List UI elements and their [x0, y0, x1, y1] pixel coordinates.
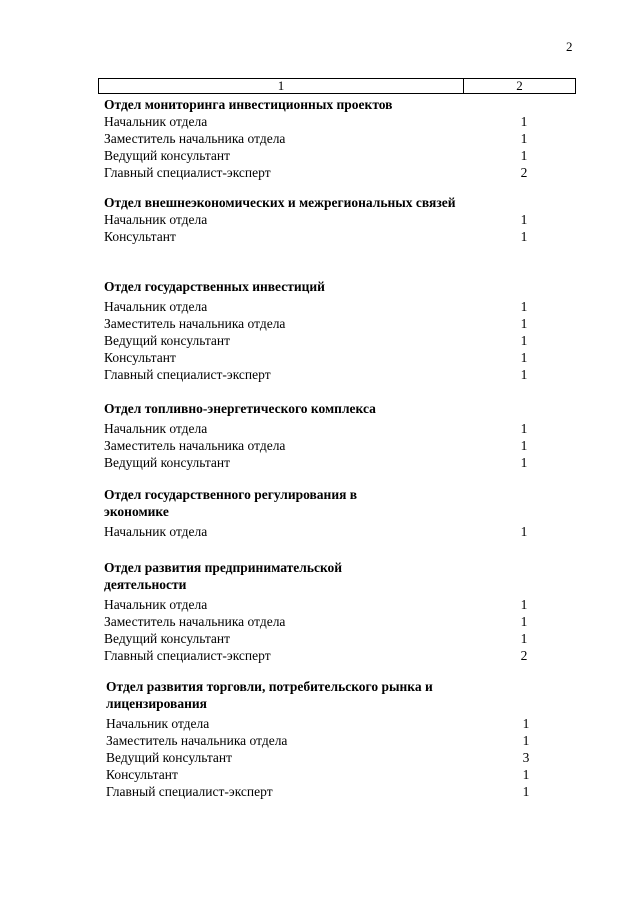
section-foreign-economic	[104, 194, 534, 245]
section-fuel-energy	[104, 400, 534, 471]
section-monitoring	[104, 96, 534, 181]
position-count: 1	[520, 212, 528, 227]
section-title: Отдел государственных инвестиций	[104, 279, 325, 294]
list-item	[104, 228, 534, 245]
position-name: Консультант	[104, 350, 176, 365]
position-count: 1	[520, 438, 528, 453]
section-title: Отдел мониторинга инвестиционных проектов	[104, 97, 393, 112]
position-name: Главный специалист-эксперт	[104, 648, 271, 663]
position-name: Ведущий консультант	[106, 750, 233, 765]
position-name: Начальник отдела	[104, 524, 208, 539]
section-trade-licensing	[106, 678, 536, 800]
position-name: Заместитель начальника отдела	[104, 614, 286, 629]
position-count: 1	[520, 597, 528, 612]
position-name: Ведущий консультант	[104, 455, 231, 470]
position-name: Начальник отдела	[104, 421, 208, 436]
list-item	[106, 766, 536, 783]
section-title: Отдел государственного регулирования в экономике	[104, 487, 358, 519]
position-count: 1	[520, 631, 528, 646]
list-item	[106, 749, 536, 766]
position-name: Заместитель начальника отдела	[104, 438, 286, 453]
position-count: 1	[520, 316, 528, 331]
position-name: Начальник отдела	[104, 114, 208, 129]
list-item	[104, 349, 534, 366]
section-title: Отдел топливно-энергетического комплекса	[104, 401, 376, 416]
position-name: Начальник отдела	[104, 299, 208, 314]
section-state-investments	[104, 278, 534, 383]
section-title: Отдел развития предпринимательской деятельности	[104, 560, 343, 592]
position-count: 1	[520, 131, 528, 146]
list-item	[104, 130, 534, 147]
position-name: Главный специалист-эксперт	[104, 367, 271, 382]
position-count: 1	[522, 733, 530, 748]
position-count: 1	[520, 350, 528, 365]
section-entrepreneurship	[104, 559, 534, 664]
position-count: 2	[520, 648, 528, 663]
position-name: Начальник отдела	[104, 597, 208, 612]
position-count: 1	[520, 614, 528, 629]
position-name: Ведущий консультант	[104, 631, 231, 646]
list-item	[104, 113, 534, 130]
position-count: 1	[520, 148, 528, 163]
position-name: Главный специалист-эксперт	[104, 165, 271, 180]
position-count: 1	[522, 767, 530, 782]
position-count: 3	[522, 750, 530, 765]
list-item	[104, 315, 534, 332]
position-name: Начальник отдела	[104, 212, 208, 227]
position-name: Главный специалист-эксперт	[106, 784, 273, 799]
position-count: 1	[522, 784, 530, 799]
position-count: 1	[520, 114, 528, 129]
section-title: Отдел развития торговли, потребительского рынка и лицензирования	[106, 679, 433, 711]
list-item	[104, 164, 534, 181]
list-item	[104, 454, 534, 471]
position-count: 1	[520, 421, 528, 436]
list-item	[104, 596, 534, 613]
page-number: 2	[566, 39, 573, 54]
position-count: 1	[520, 524, 528, 539]
section-state-regulation	[104, 486, 534, 540]
position-count: 1	[520, 229, 528, 244]
position-count: 1	[520, 299, 528, 314]
list-item	[104, 298, 534, 315]
position-name: Ведущий консультант	[104, 333, 231, 348]
position-name: Консультант	[106, 767, 178, 782]
position-name: Консультант	[104, 229, 176, 244]
position-count: 2	[520, 165, 528, 180]
table-header	[98, 78, 576, 94]
header-col-1: 1	[99, 79, 464, 93]
position-count: 1	[520, 455, 528, 470]
position-count: 1	[522, 716, 530, 731]
list-item	[104, 647, 534, 664]
list-item	[104, 630, 534, 647]
position-name: Начальник отдела	[106, 716, 210, 731]
position-name: Ведущий консультант	[104, 148, 231, 163]
list-item	[104, 613, 534, 630]
list-item	[104, 366, 534, 383]
list-item	[104, 420, 534, 437]
position-name: Заместитель начальника отдела	[106, 733, 288, 748]
list-item	[106, 732, 536, 749]
list-item	[106, 715, 536, 732]
list-item	[104, 523, 534, 540]
list-item	[104, 332, 534, 349]
list-item	[104, 437, 534, 454]
position-count: 1	[520, 333, 528, 348]
position-count: 1	[520, 367, 528, 382]
list-item	[106, 783, 536, 800]
section-title: Отдел внешнеэкономических и межрегиональных связей	[104, 195, 456, 210]
list-item	[104, 211, 534, 228]
position-name: Заместитель начальника отдела	[104, 131, 286, 146]
header-col-2: 2	[516, 78, 523, 93]
position-name: Заместитель начальника отдела	[104, 316, 286, 331]
list-item	[104, 147, 534, 164]
